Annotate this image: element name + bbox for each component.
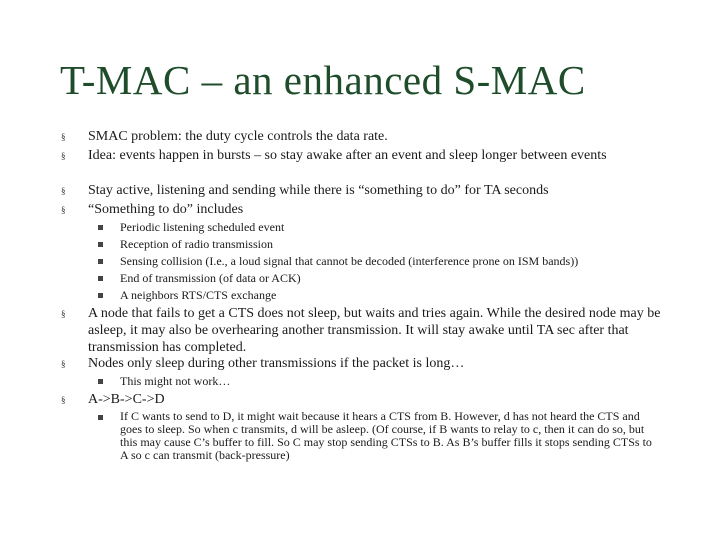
sub-bullet-item (120, 254, 665, 268)
bullet-text: Periodic listening scheduled event (120, 220, 285, 234)
bullet-marker: § (61, 359, 66, 369)
slide-title: T-MAC – an enhanced S-MAC (60, 57, 586, 103)
sub-bullet-item (120, 220, 665, 234)
bullet-marker: § (61, 309, 66, 319)
bullet-text: A neighbors RTS/CTS exchange (120, 288, 277, 302)
sub-bullet-item (120, 237, 665, 251)
bullet-item (61, 201, 678, 218)
sub-bullet-item (120, 410, 660, 462)
bullet-text: Reception of radio transmission (120, 237, 273, 251)
sub-bullet-item (120, 271, 665, 285)
bullet-marker: § (61, 151, 66, 161)
sub-bullet-item (120, 374, 665, 388)
square-bullet-icon (98, 225, 103, 230)
bullet-item (61, 355, 678, 372)
square-bullet-icon (98, 379, 103, 384)
bullet-text: “Something to do” includes (88, 202, 244, 217)
bullet-text: Nodes only sleep during other transmissions if the packet is long… (88, 356, 465, 371)
bullet-item (61, 391, 678, 408)
bullet-text: Sensing collision (I.e., a loud signal that cannot be decoded (interference prone on ISM bands)) (120, 254, 579, 268)
bullet-text: A node that fails to get a CTS does not sleep, but waits and tries again. While the desired node may be asleep, it may also be overhearing another transmission. It will stay awake until TA sec after that transmission has completed. (88, 306, 661, 355)
bullet-item (61, 128, 678, 145)
bullet-item (61, 182, 678, 199)
bullet-marker: § (61, 205, 66, 215)
bullet-text: If C wants to send to D, it might wait because it hears a CTS from B. However, d has not heard the CTS and goes to sleep. So when c transmits, d will be asleep. (Of course, if B wants to relay to c, then it can do so, but this may cause C’s buffer to fill. So C may stop sending CTSs to B. As B’s buffer fills it stops sending CTSs to A so c can transmit (back-pressure) (120, 409, 652, 462)
sub-bullet-item (120, 288, 665, 302)
bullet-text: SMAC problem: the duty cycle controls the data rate. (88, 129, 388, 144)
square-bullet-icon (98, 242, 103, 247)
bullet-text: Idea: events happen in bursts – so stay awake after an event and sleep longer between events (88, 148, 607, 163)
bullet-text: Stay active, listening and sending while there is “something to do” for TA seconds (88, 183, 549, 198)
square-bullet-icon (98, 259, 103, 264)
bullet-marker: § (61, 186, 66, 196)
bullet-text: End of transmission (of data or ACK) (120, 271, 301, 285)
bullet-item (61, 147, 648, 164)
bullet-text: This might not work… (120, 374, 231, 388)
square-bullet-icon (98, 293, 103, 298)
bullet-marker: § (61, 132, 66, 142)
bullet-item (61, 305, 663, 356)
bullet-text: A->B->C->D (88, 392, 165, 407)
square-bullet-icon (98, 276, 103, 281)
bullet-marker: § (61, 395, 66, 405)
square-bullet-icon (98, 415, 103, 420)
